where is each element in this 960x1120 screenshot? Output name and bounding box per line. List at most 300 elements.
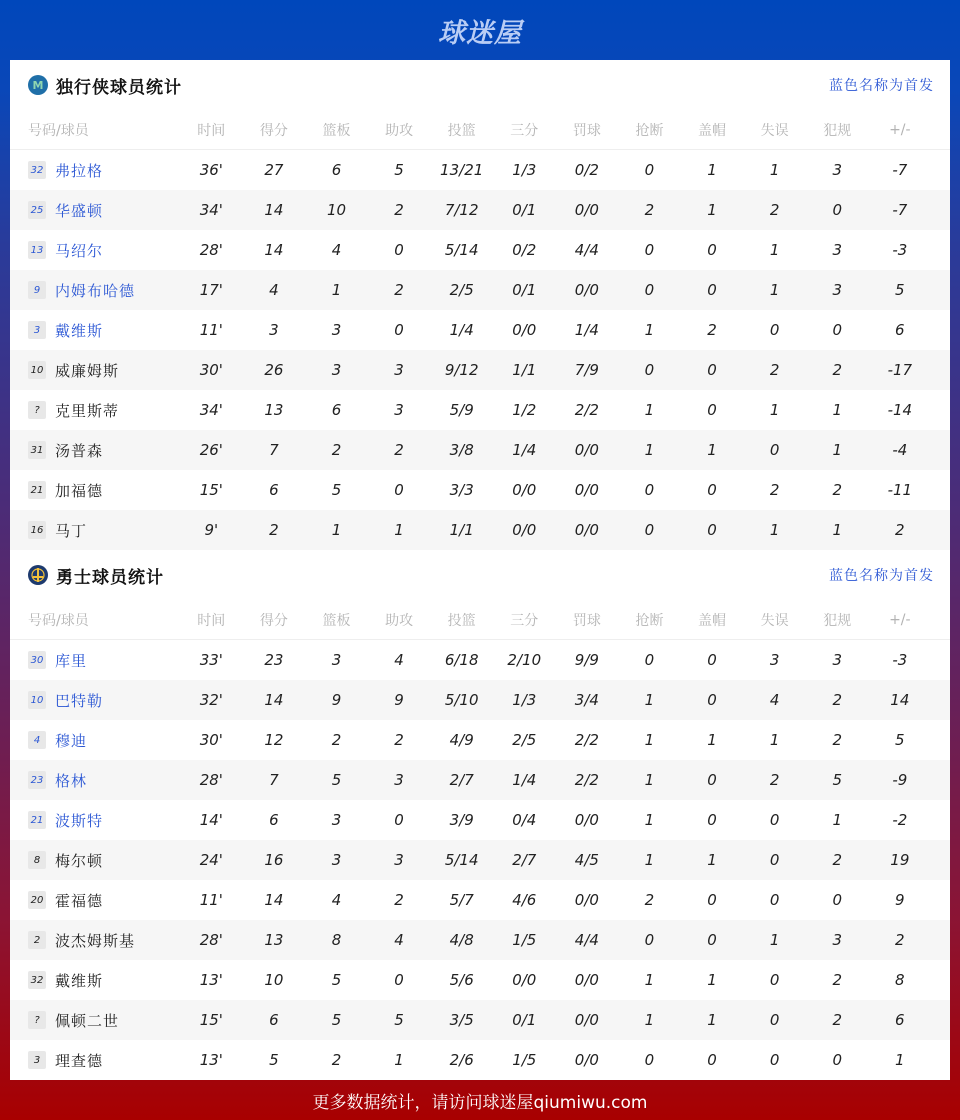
stat-cell: 2 [644,201,655,219]
stat-cell: 5 [394,1011,404,1029]
stat-cell: 1 [769,281,780,299]
stat-cell: 2 [832,691,842,709]
stat-cell: 19 [890,851,910,869]
stat-cell: 0 [707,691,717,709]
stat-cell: 2 [895,521,905,539]
brand-logo [0,0,960,60]
stat-cell: 0 [769,891,780,909]
stat-cell: 1 [331,281,342,299]
stat-cell: 9/12 [444,361,479,379]
stat-cell: 9/9 [574,651,599,669]
stat-cell: 1 [644,401,655,419]
stat-cell: 4/6 [512,891,537,909]
stat-cell: 2/2 [574,771,599,789]
player-name[interactable]: 马绍尔 [55,241,104,260]
player-name[interactable]: 库里 [55,651,88,670]
column-header-row [10,110,950,150]
stat-cell: 24' [199,851,223,869]
stat-cell: 0 [394,481,404,499]
stat-cell: 5 [331,771,342,789]
stat-cell: 2 [394,891,404,909]
player-row[interactable] [10,390,950,430]
stat-cell: 26' [199,441,223,459]
player-cell [10,280,180,301]
stat-cell: -3 [892,651,908,669]
column-header: 得分 [259,612,288,629]
stat-cell: 0 [394,241,404,259]
player-row[interactable] [10,1000,950,1040]
player-name[interactable]: 戴维斯 [55,971,104,990]
stat-cell: 8 [895,971,905,989]
jersey-number-badge: 3 [28,1051,46,1069]
player-cell [10,650,180,671]
stat-cell: 1 [644,731,655,749]
stat-cell: 7 [269,771,279,789]
player-row[interactable] [10,1040,950,1080]
stat-cell: -17 [887,361,913,379]
stat-cell: 2/2 [574,731,599,749]
player-name[interactable]: 格林 [55,771,88,790]
player-cell [10,440,180,461]
stat-cell: 2 [331,441,342,459]
column-header: 失误 [760,122,789,139]
stat-cell: 7/12 [444,201,479,219]
column-header: 投篮 [447,612,476,629]
stat-cell: 1 [644,441,655,459]
stat-cell: 5 [331,1011,342,1029]
stat-cell: 0/0 [512,971,537,989]
jersey-number-badge: 25 [28,201,46,219]
player-row[interactable] [10,150,950,190]
stat-cell: 3/5 [449,1011,474,1029]
stat-cell: 0 [644,521,655,539]
stat-cell: 5 [331,481,342,499]
stat-cell: 4 [769,691,780,709]
stat-cell: 0 [394,811,404,829]
stat-cell: 3 [394,361,404,379]
stat-cell: 0 [707,481,717,499]
stat-cell: 0 [644,241,655,259]
stat-cell: 13' [199,1051,223,1069]
team-title [28,73,182,98]
stat-cell: -4 [892,441,908,459]
player-name[interactable]: 霍福德 [55,891,104,910]
stat-cell: 2 [832,731,842,749]
player-cell [10,690,180,711]
stat-cell: 33' [199,651,223,669]
stat-cell: 27 [264,161,284,179]
stat-cell: 2 [832,971,842,989]
stat-cell: 2/7 [449,771,474,789]
stat-cell: 0 [707,241,717,259]
stat-cell: 1 [707,161,717,179]
starter-legend: 蓝色名称为首发 [829,568,934,584]
starter-legend: 蓝色名称为首发 [829,78,934,94]
column-header: 助攻 [385,612,414,629]
stat-cell: 28' [199,771,223,789]
column-header-player: 号码/球员 [28,122,89,139]
stat-cell: 10 [264,971,284,989]
player-row[interactable] [10,510,950,550]
stat-cell: 0 [769,1011,780,1029]
team-name: 勇士球员统计 [56,567,164,588]
stat-cell: 0 [832,891,842,909]
stat-cell: 9 [895,891,905,909]
stat-cell: 2 [769,771,780,789]
stat-cell: 0 [769,1051,780,1069]
footer-text[interactable]: 更多数据统计，请访问球迷屋qiumiwu.com [312,1092,648,1113]
team-section [10,550,950,1080]
player-row[interactable] [10,430,950,470]
stat-cell: 2 [394,731,404,749]
stat-cell: -9 [892,771,908,789]
player-name[interactable]: 理查德 [55,1051,104,1070]
stat-cell: 4/4 [574,241,599,259]
stat-cell: 28' [199,931,223,949]
stat-cell: 2/7 [512,851,537,869]
jersey-number-badge: 8 [28,851,46,869]
player-row[interactable] [10,190,950,230]
player-name[interactable]: 佩顿二世 [55,1011,120,1030]
stat-cell: 0 [769,811,780,829]
column-header: 篮板 [322,122,351,139]
stat-cell: 0/4 [512,811,537,829]
stat-cell: 1 [769,161,780,179]
stat-cell: 6 [331,401,342,419]
player-name[interactable]: 威廉姆斯 [55,361,120,380]
jersey-number-badge: 3 [28,321,46,339]
column-header: 篮板 [322,612,351,629]
player-row[interactable] [10,800,950,840]
stat-cell: 1 [644,691,655,709]
warriors-logo-icon [28,565,48,585]
player-cell [10,730,180,751]
stat-cell: 12 [264,731,284,749]
stat-cell: 14 [890,691,910,709]
stat-cell: 5 [832,771,842,789]
stat-cell: 0/0 [512,481,537,499]
column-header: 时间 [197,612,226,629]
svg-text:M: M [32,79,44,92]
jersey-number-badge: 32 [28,161,46,179]
stat-cell: 2/5 [449,281,474,299]
jersey-number-badge: 21 [28,811,46,829]
team-title [28,563,164,588]
stat-cell: 14 [264,691,284,709]
player-row[interactable] [10,310,950,350]
stat-cell: 6 [269,481,279,499]
stat-cell: 3 [394,851,404,869]
player-name[interactable]: 戴维斯 [55,321,104,340]
stat-cell: 3 [394,401,404,419]
stat-cell: 1 [707,441,717,459]
player-cell [10,240,180,261]
stat-cell: 1 [707,971,717,989]
player-cell [10,930,180,951]
stat-cell: 2 [832,851,842,869]
player-cell [10,890,180,911]
stat-cell: 14 [264,201,284,219]
column-header: 失误 [760,612,789,629]
stat-cell: 4 [331,241,342,259]
stat-cell: 2/2 [574,401,599,419]
stat-cell: 0 [707,361,717,379]
stat-cell: 9 [394,691,404,709]
stat-cell: 5/14 [444,241,479,259]
stat-cell: 1 [644,971,655,989]
player-name[interactable]: 华盛顿 [55,201,104,220]
player-cell [10,520,180,541]
player-name[interactable]: 汤普森 [55,441,104,460]
player-row[interactable] [10,880,950,920]
stat-cell: 0 [832,321,842,339]
player-row[interactable] [10,680,950,720]
column-header-player: 号码/球员 [28,612,89,629]
column-header: 犯规 [823,612,852,629]
stat-cell: 1 [769,401,780,419]
stat-cell: 3 [331,321,342,339]
player-cell [10,360,180,381]
stat-cell: 17' [199,281,223,299]
stat-cell: 15' [199,1011,223,1029]
stat-cell: 4 [394,931,404,949]
jersey-number-badge: 9 [28,281,46,299]
stat-cell: 1 [769,241,780,259]
jersey-number-badge: 20 [28,891,46,909]
player-cell [10,850,180,871]
stat-cell: 1/1 [512,361,537,379]
stat-cell: 0 [769,971,780,989]
player-cell [10,200,180,221]
stat-cell: 5 [895,731,905,749]
player-name[interactable]: 波斯特 [55,811,104,830]
player-cell [10,770,180,791]
column-header: 罚球 [572,122,601,139]
stat-cell: 0 [707,401,717,419]
player-name[interactable]: 梅尔顿 [55,851,104,870]
player-cell [10,1010,180,1031]
stat-cell: 4 [394,651,404,669]
player-row[interactable] [10,230,950,270]
stat-cell: 3/8 [449,441,474,459]
stat-cell: 1/5 [512,1051,537,1069]
stat-cell: 3 [832,651,842,669]
stat-cell: 1 [644,1011,655,1029]
stat-cell: 1 [707,1011,717,1029]
player-row[interactable] [10,270,950,310]
stat-cell: 23 [264,651,284,669]
column-header: +/- [889,121,911,138]
stat-cell: 1 [895,1051,905,1069]
stat-cell: 5/7 [449,891,474,909]
stat-cell: 1 [707,731,717,749]
stat-cell: 0 [644,361,655,379]
column-header: 罚球 [572,612,601,629]
stat-cell: 13/21 [440,161,484,179]
stat-cell: 14 [264,241,284,259]
stat-cell: 13 [264,931,284,949]
stat-cell: 6 [895,1011,905,1029]
stat-cell: 1/2 [512,401,537,419]
stat-cell: 7/9 [574,361,599,379]
stat-cell: 2 [394,281,404,299]
stat-cell: 1/1 [449,521,474,539]
jersey-number-badge: 4 [28,731,46,749]
stat-cell: 0/2 [512,241,537,259]
stat-cell: 2 [707,321,717,339]
stat-cell: 6 [331,161,342,179]
stat-cell: 0 [644,281,655,299]
stat-cell: 2 [769,481,780,499]
stat-cell: 5/9 [449,401,474,419]
jersey-number-badge: 10 [28,361,46,379]
stat-cell: 6 [269,1011,279,1029]
stat-cell: 7 [269,441,279,459]
stat-cell: 3 [331,851,342,869]
stat-cell: 34' [199,201,223,219]
stat-cell: 1 [394,1051,404,1069]
player-name[interactable]: 加福德 [55,481,104,500]
player-name[interactable]: 克里斯蒂 [55,401,120,420]
stat-cell: 3/9 [449,811,474,829]
stat-cell: 2 [895,931,905,949]
stat-cell: 0/1 [512,201,537,219]
stat-cell: 6 [895,321,905,339]
stat-cell: 0/0 [574,281,599,299]
player-name[interactable]: 穆迪 [55,731,88,750]
stat-cell: 5 [269,1051,279,1069]
player-name[interactable]: 弗拉格 [55,161,104,180]
stat-cell: 4/5 [574,851,599,869]
stat-cell: 1 [832,441,842,459]
stat-cell: 3 [769,651,780,669]
player-row[interactable] [10,720,950,760]
column-header: 投篮 [447,122,476,139]
player-cell [10,160,180,181]
stat-cell: 9' [204,521,219,539]
stat-cell: 0/2 [574,161,599,179]
stat-cell: 0 [707,281,717,299]
stat-cell: 2 [331,731,342,749]
stat-cell: 0 [832,1051,842,1069]
stat-cell: 0/0 [512,321,537,339]
section-header [10,550,950,600]
stat-cell: 4 [331,891,342,909]
player-row[interactable] [10,760,950,800]
stat-cell: 0/0 [574,971,599,989]
stat-cell: 30' [199,361,223,379]
player-name[interactable]: 波杰姆斯基 [55,931,136,950]
player-row[interactable] [10,840,950,880]
jersey-number-badge: ? [28,1011,46,1029]
column-header: 时间 [197,122,226,139]
column-header: 犯规 [823,122,852,139]
stat-cell: 0 [644,161,655,179]
stat-cell: 0/1 [512,1011,537,1029]
player-row[interactable] [10,470,950,510]
stat-cell: 14' [199,811,223,829]
stat-cell: 1 [707,851,717,869]
stat-cell: 4/9 [449,731,474,749]
player-row[interactable] [10,640,950,680]
player-name[interactable]: 内姆布哈德 [55,281,136,300]
stat-cell: 0/0 [574,481,599,499]
stat-cell: 0/0 [574,201,599,219]
stat-cell: 0 [707,651,717,669]
stat-cell: 1 [644,771,655,789]
stat-cell: 3 [832,161,842,179]
stat-cell: 3 [832,931,842,949]
stat-cell: 2 [394,201,404,219]
stat-cell: 2/6 [449,1051,474,1069]
stat-cell: 4/8 [449,931,474,949]
stat-cell: 0/1 [512,281,537,299]
stat-cell: 1 [331,521,342,539]
stat-cell: 3 [331,361,342,379]
stat-cell: -7 [892,161,908,179]
player-row[interactable] [10,920,950,960]
stat-cell: 0 [644,651,655,669]
stat-cell: 0 [707,1051,717,1069]
player-name[interactable]: 马丁 [55,521,88,540]
column-header: +/- [889,611,911,628]
stat-cell: 0 [769,321,780,339]
player-cell [10,400,180,421]
jersey-number-badge: ? [28,401,46,419]
stat-cell: 2 [331,1051,342,1069]
stat-cell: 2 [832,1011,842,1029]
stat-cell: 1 [769,731,780,749]
player-row[interactable] [10,960,950,1000]
stat-cell: 0 [707,891,717,909]
column-header: 抢断 [635,122,664,139]
jersey-number-badge: 10 [28,691,46,709]
stat-cell: 1/3 [512,161,537,179]
stat-cell: 32' [199,691,223,709]
stat-cell: 3/3 [449,481,474,499]
column-header: 盖帽 [698,122,727,139]
stat-cell: 3 [832,241,842,259]
stat-cell: 13' [199,971,223,989]
player-row[interactable] [10,350,950,390]
stat-cell: 0/0 [574,891,599,909]
player-name[interactable]: 巴特勒 [55,691,104,710]
stat-cell: 2 [769,361,780,379]
stat-cell: 0 [769,441,780,459]
stat-cell: 6/18 [444,651,479,669]
stat-cell: 1 [644,851,655,869]
stat-cell: 1 [832,811,842,829]
stat-cell: 5/14 [444,851,479,869]
stat-cell: 2 [269,521,279,539]
stat-cell: 1 [394,521,404,539]
stat-cell: 8 [331,931,342,949]
stat-cell: -2 [892,811,908,829]
stat-cell: 1 [707,201,717,219]
stat-cell: 0 [769,851,780,869]
stat-cell: 3 [832,281,842,299]
jersey-number-badge: 30 [28,651,46,669]
team-section [10,60,950,550]
stat-cell: 2 [832,361,842,379]
stat-cell: -11 [887,481,913,499]
jersey-number-badge: 21 [28,481,46,499]
brand-logo-text: 球迷屋 [438,17,522,49]
stat-cell: 5 [394,161,404,179]
stat-cell: 1/3 [512,691,537,709]
stat-cell: 0/0 [512,521,537,539]
stat-cell: 4 [269,281,279,299]
